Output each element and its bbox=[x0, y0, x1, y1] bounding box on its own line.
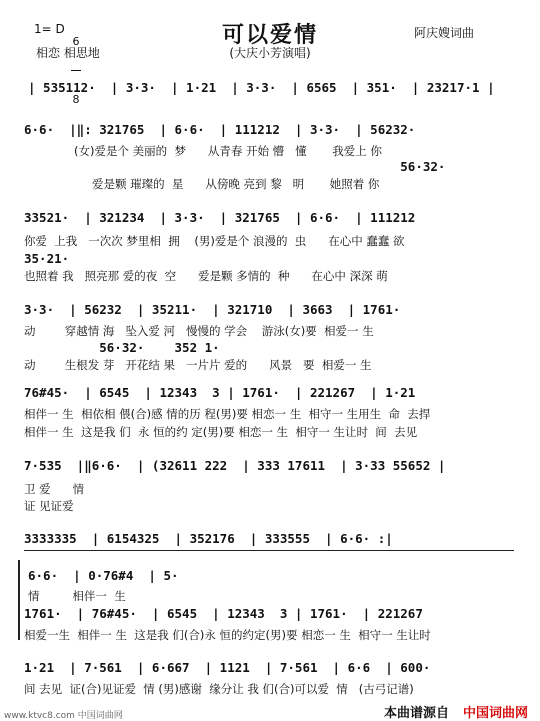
source-label: 本曲谱源自 bbox=[384, 706, 450, 721]
time-signature bbox=[71, 14, 81, 116]
notation-row-8: 6·6· | 0·76#4 | 5· bbox=[28, 568, 179, 583]
notation-row-3: 33521· | 321234 | 3·3· | 321765 | 6·6· | 111212 bbox=[24, 210, 416, 225]
lyric-row-10: 间 去见 证(合)见证爱 情 (男)感谢 缘分让 我 们(合)可以爱 情 (古弓记谱) bbox=[24, 682, 414, 696]
composer-credit: 阿庆嫂词曲 bbox=[414, 26, 475, 40]
notation-row-7: 3333335 | 6154325 | 352176 | 333555 | 6·6· :| bbox=[24, 531, 393, 546]
lyric-row-4b: 动 生根发 芽 开花结 果 一片片 爱的 风景 要 相爱一 生 bbox=[24, 358, 372, 372]
notation-row-9: 1761· | 76#45· | 6545 | 12343 3 | 1761· | 221267 bbox=[24, 606, 423, 621]
source-site-link[interactable]: 中国词曲网 bbox=[463, 706, 529, 721]
notation-row-3b: 35·21· bbox=[24, 251, 70, 266]
site-watermark: www.ktvc8.com 中国词曲网 bbox=[4, 711, 123, 721]
meter-bottom: 8 bbox=[72, 93, 80, 106]
notation-row-2b: 56·32· bbox=[24, 159, 446, 174]
notation-row-4b: 56·32· 352 1· bbox=[24, 340, 220, 355]
lyric-row-8: 情 相伴一 生 bbox=[28, 589, 126, 603]
song-subtitle: (大庆小芳演唱) bbox=[229, 46, 311, 60]
meter-bar bbox=[71, 70, 81, 71]
notation-row-2: 6·6· |‖: 321765 | 6·6· | 111212 | 3·3· | 56232· bbox=[24, 122, 416, 137]
lyric-row-3a: 你爱 上我 一次次 梦里相 拥 (男)爱是个 浪漫的 虫 在心中 蠢蠢 欲 bbox=[24, 234, 405, 248]
notation-row-4: 3·3· | 56232 | 35211· | 321710 | 3663 | 1761· bbox=[24, 302, 401, 317]
notation-row-1: | 535112· | 3·3· | 1·21 | 3·3· | 6565 | 351· | 23217·1 | bbox=[28, 80, 495, 95]
lyric-row-2b: 爱是颗 璀璨的 星 从傍晚 亮到 黎 明 她照着 你 bbox=[92, 177, 380, 191]
notation-row-10: 1·21 | 7·561 | 6·667 | 1121 | 7·561 | 6·6 | 600· bbox=[24, 660, 431, 675]
lyric-row-5b: 相伴一 生 这是我 们 永 恒的约 定(男)要 相恋一 生 相守一 生让时 间 去见 bbox=[24, 425, 418, 439]
lyric-row-6a: 卫 爱 情 bbox=[24, 482, 85, 496]
song-title: 可以爱情 bbox=[221, 23, 318, 48]
lyric-row-4a: 动 穿越情 海 坠入爱 河 慢慢的 学会 游泳(女)要 相爱一 生 bbox=[24, 324, 374, 338]
notation-row-6: 7·535 |‖6·6· | (32611 222 | 333 17611 | 3·33 55652 | bbox=[24, 458, 446, 473]
lyric-row-2a: (女)爱是个 美丽的 梦 从青春 开始 懵 懂 我爱上 你 bbox=[74, 144, 382, 158]
notation-row-5: 76#45· | 6545 | 12343 3 | 1761· | 221267 | 1·21 bbox=[24, 385, 416, 400]
lyric-row-3b: 也照着 我 照亮那 爱的夜 空 爱是颗 多情的 种 在心中 深深 萌 bbox=[24, 269, 388, 283]
lyric-row-6b: 证 见证爱 bbox=[24, 499, 74, 513]
style-marking: 相恋 相思地 bbox=[36, 46, 100, 60]
meter-top: 6 bbox=[72, 35, 80, 48]
key-signature: 1= D bbox=[34, 22, 65, 36]
lyric-row-9: 相爱一生 相伴一 生 这是我 们(合)永 恒的约定(男)要 相恋一 生 相守一 生让时 bbox=[24, 628, 431, 642]
repeat-ending-line bbox=[24, 550, 514, 551]
lyric-row-5a: 相伴一 生 相依相 偎(合)感 情的历 程(男)要 相恋一 生 相守一 生用生 命 去捍 bbox=[24, 407, 431, 421]
